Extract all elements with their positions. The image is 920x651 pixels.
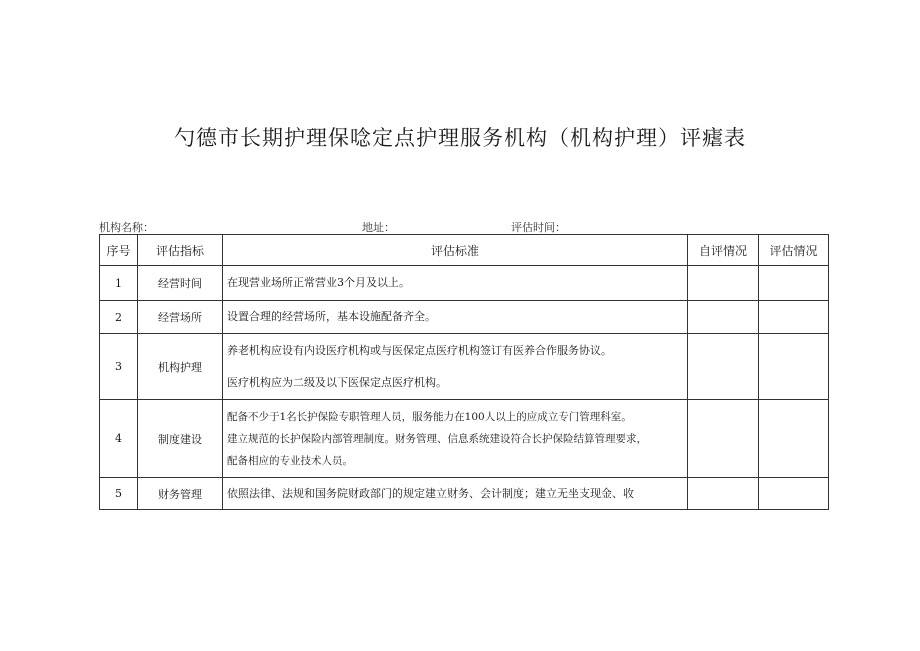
table-row bbox=[100, 334, 829, 400]
criteria-line: 配备不少于1名长护保险专职管理人员，服务能力在100人以上的应成立专门管理科室。 bbox=[227, 410, 632, 423]
criteria-line: 依照法律、法规和国务院财政部门的规定建立财务、会计制度；建立无坐支现金、收 bbox=[227, 486, 634, 500]
row-criteria bbox=[223, 478, 688, 510]
row-number: 3 bbox=[100, 334, 138, 400]
row-criteria bbox=[223, 400, 688, 478]
header-seq: 序号 bbox=[100, 235, 138, 266]
org-name-label: 机构名称： bbox=[99, 221, 154, 234]
criteria-line: 配备相应的专业技术人员。 bbox=[227, 454, 353, 467]
row-number: 1 bbox=[100, 266, 138, 301]
table-row bbox=[100, 400, 829, 478]
table-row bbox=[100, 478, 829, 510]
table-row bbox=[100, 301, 829, 334]
self-eval-cell[interactable] bbox=[688, 301, 759, 334]
row-criteria bbox=[223, 301, 688, 334]
criteria-line: 养老机构应设有内设医疗机构或与医保定点医疗机构签订有医养合作服务协议。 bbox=[227, 343, 612, 357]
criteria-line: 医疗机构应为二级及以下医保定点医疗机构。 bbox=[227, 375, 447, 389]
evaluation-table bbox=[99, 234, 829, 510]
table-header-row bbox=[100, 235, 829, 266]
row-number: 2 bbox=[100, 301, 138, 334]
row-number: 5 bbox=[100, 478, 138, 510]
eval-cell[interactable] bbox=[759, 478, 829, 510]
criteria-line: 建立规范的长护保险内部管理制度。财务管理、信息系统建设符合长护保险结算管理要求， bbox=[227, 432, 647, 445]
eval-cell[interactable] bbox=[759, 400, 829, 478]
criteria-line: 在现营业场所正常营业3个月及以上。 bbox=[227, 276, 410, 289]
row-criteria bbox=[223, 266, 688, 301]
row-indicator: 财务管理 bbox=[138, 478, 223, 510]
header-self-eval: 自评情况 bbox=[688, 235, 759, 266]
row-indicator: 制度建设 bbox=[138, 400, 223, 478]
header-criteria: 评估标准 bbox=[223, 235, 688, 266]
row-number: 4 bbox=[100, 400, 138, 478]
criteria-line: 设置合理的经营场所，基本设施配备齐全。 bbox=[227, 310, 436, 323]
address-label: 地址： bbox=[362, 221, 395, 234]
self-eval-cell[interactable] bbox=[688, 478, 759, 510]
row-indicator: 机构护理 bbox=[138, 334, 223, 400]
header-indicator: 评估指标 bbox=[138, 235, 223, 266]
page-title: 勺德市长期护理保唸定点护理服务机构（机构护理）评瘧表 bbox=[174, 126, 746, 150]
self-eval-cell[interactable] bbox=[688, 266, 759, 301]
self-eval-cell[interactable] bbox=[688, 400, 759, 478]
eval-cell[interactable] bbox=[759, 301, 829, 334]
table-row bbox=[100, 266, 829, 301]
row-criteria bbox=[223, 334, 688, 400]
eval-cell[interactable] bbox=[759, 334, 829, 400]
eval-cell[interactable] bbox=[759, 266, 829, 301]
self-eval-cell[interactable] bbox=[688, 334, 759, 400]
row-indicator: 经营场所 bbox=[138, 301, 223, 334]
eval-time-label: 评估时间： bbox=[511, 221, 566, 234]
header-eval: 评估情况 bbox=[759, 235, 829, 266]
row-indicator: 经营时间 bbox=[138, 266, 223, 301]
